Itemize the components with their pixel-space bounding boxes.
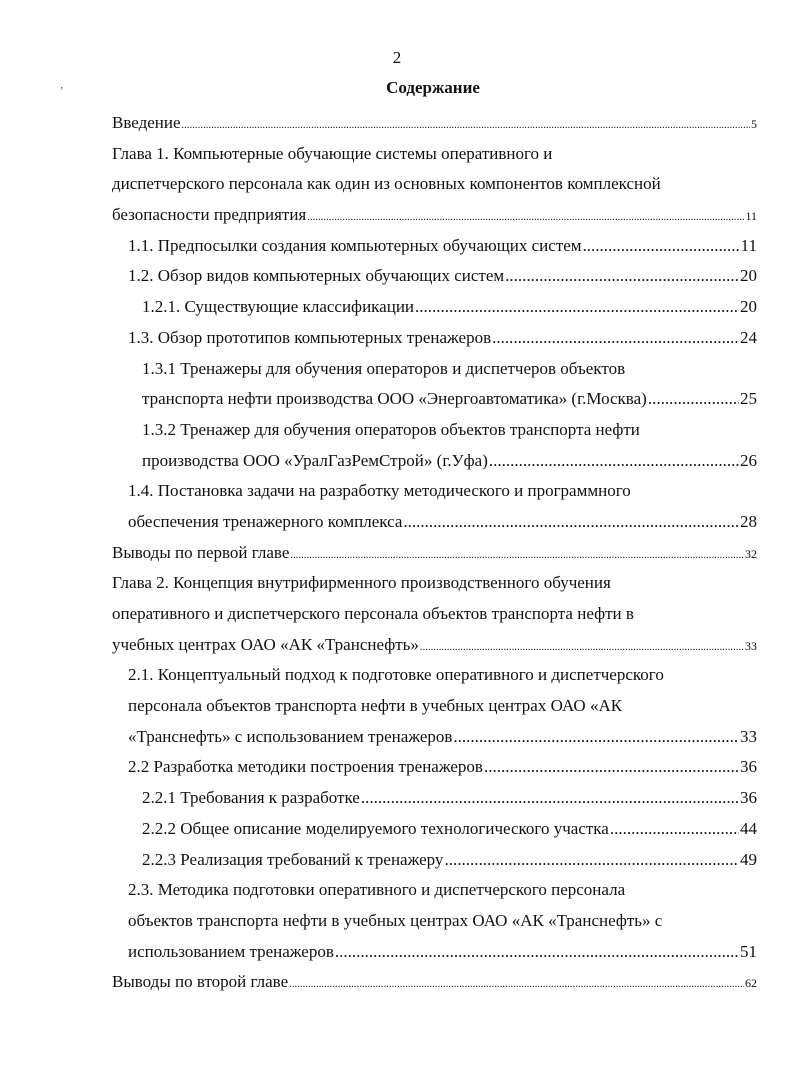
toc-entry [112,108,757,139]
toc-entry-text: использованием тренажеров [128,941,334,961]
toc-entry-text: оперативного и диспетчерского персонала объектов транспорта нефти в [112,604,634,623]
toc-entry-line [112,139,757,170]
toc-entry [112,231,757,262]
toc-entry-last-line [128,231,757,262]
toc-entry [112,568,757,660]
toc-entry-last-line [128,323,757,354]
toc-entry-text: «Транснефть» с использованием тренажеров [128,726,453,746]
toc-entry-last-line [142,384,757,415]
toc-page-number: 11 [745,209,757,224]
toc-entry-last-line [142,292,757,323]
toc-entry-last-line [112,538,757,569]
toc-entry-text: безопасности предприятия [112,205,307,225]
dot-leader [290,541,744,569]
toc-entry-last-line [112,967,757,998]
toc-entry-line [128,875,757,906]
toc-page-number: 5 [751,117,757,131]
toc-page-number: 11 [740,235,757,255]
dot-leader [489,446,739,477]
toc-entry-last-line [128,752,757,783]
toc-entry [112,814,757,845]
toc-entry-text: диспетчерского персонала как один из основных компонентов комплексной [112,174,661,194]
toc-entry-line [128,691,757,722]
toc-entry-text: 2.1. Концептуальный подход к подготовке оперативного и диспетчерского [128,665,664,685]
table-of-contents [112,108,757,998]
dot-leader [361,783,739,814]
toc-entry-last-line [128,261,757,292]
toc-entry-text: 1.2.1. Существующие классификации [142,297,415,317]
toc-entry-line [128,660,757,691]
toc-entry-last-line [112,200,757,231]
toc-entry-text: 2.2.3 Реализация требований к тренажеру [142,849,444,869]
toc-entry-last-line [142,783,757,814]
toc-entry [112,845,757,876]
toc-entry-last-line [128,507,757,538]
dot-leader [453,722,739,753]
toc-entry [112,292,757,323]
toc-entry [112,261,757,292]
toc-entry-text: 1.3. Обзор прототипов компьютерных тренажеров [128,327,492,347]
toc-entry [112,752,757,783]
toc-entry [112,476,757,537]
toc-entry-line [142,415,757,446]
dot-leader [484,752,739,783]
toc-entry-line [128,476,757,507]
toc-entry-last-line [112,630,757,661]
toc-entry-text: 1.4. Постановка задачи на разработку методического и программного [128,481,631,501]
toc-page-number: 26 [740,450,757,470]
dot-leader [505,261,739,292]
toc-page-number: 20 [740,297,757,317]
toc-page-number: 36 [740,788,757,808]
toc-page-number: 51 [740,941,757,961]
toc-entry [112,354,757,415]
toc-page-number: 33 [740,726,757,746]
toc-entry-line [128,906,757,937]
dot-leader [610,814,739,845]
toc-entry-text: 1.2. Обзор видов компьютерных обучающих систем [128,266,505,286]
dot-leader [182,111,750,139]
toc-entry [112,967,757,998]
toc-entry-line [112,568,757,599]
toc-entry-last-line [142,446,757,477]
toc-entry [112,875,757,967]
toc-entry-line [142,354,757,385]
toc-entry-line [112,169,757,200]
toc-entry-last-line [128,722,757,753]
toc-entry-text: персонала объектов транспорта нефти в учебных центрах ОАО «АК [128,696,623,716]
dot-leader [307,203,744,231]
toc-entry-text: 2.2.1 Требования к разработке [142,788,360,808]
toc-page-number: 24 [740,327,757,347]
dot-leader [420,633,744,661]
toc-entry-text: Выводы по первой главе [112,542,290,562]
toc-entry-text: Выводы по второй главе [112,972,289,992]
toc-entry-text: объектов транспорта нефти в учебных центрах ОАО «АК «Транснефть» с [128,910,663,930]
dot-leader [444,845,739,876]
page-number: 2 [392,48,402,67]
toc-page-number: 28 [740,511,757,531]
dot-leader [583,231,740,262]
toc-page-number: 49 [740,849,757,869]
toc-entry-last-line [142,845,757,876]
toc-entry-last-line [128,937,757,968]
toc-entry-text: транспорта нефти производства ООО «Энергоавтоматика» (г.Москва) [142,389,647,409]
toc-entry-text: производства ООО «УралГазРемСтрой» (г.Уфа) [142,450,488,470]
scan-speck: ‚ [60,80,64,91]
toc-entry-text: 1.3.2 Тренажер для обучения операторов объектов транспорта нефти [142,419,640,439]
toc-page-number: 25 [740,389,757,409]
toc-entry-text: 1.1. Предпосылки создания компьютерных обучающих систем [128,235,582,255]
toc-entry [112,323,757,354]
dot-leader [648,384,739,415]
toc-entry-text: Глава 2. Концепция внутрифирменного производственного обучения [112,573,611,593]
toc-entry-text: 2.2 Разработка методики построения тренажеров [128,757,483,777]
toc-page-number: 20 [740,266,757,286]
dot-leader [335,937,739,968]
toc-page-number: 62 [745,976,757,991]
toc-entry-text: Введение [112,113,181,132]
toc-title: Содержание [386,78,480,97]
toc-page-number: 44 [740,818,757,838]
toc-entry [112,415,757,476]
toc-entry-text: 1.3.1 Тренажеры для обучения операторов и диспетчеров объектов [142,358,626,378]
toc-entry [112,660,757,752]
toc-page-number: 36 [740,757,757,777]
dot-leader [289,970,744,998]
toc-entry [112,538,757,569]
toc-entry-last-line [142,814,757,845]
dot-leader [492,323,739,354]
dot-leader [415,292,739,323]
toc-entry-text: учебных центрах ОАО «АК «Транснефть» [112,634,419,654]
toc-entry-text: 2.3. Методика подготовки оперативного и диспетчерского персонала [128,880,626,900]
toc-page-number: 32 [745,546,757,561]
toc-entry [112,139,757,231]
toc-entry-text: Глава 1. Компьютерные обучающие системы оперативного и [112,143,553,163]
toc-entry-line [112,599,757,630]
toc-entry-text: обеспечения тренажерного комплекса [128,511,403,531]
toc-entry [112,783,757,814]
toc-entry-text: 2.2.2 Общее описание моделируемого технологического участка [142,818,609,838]
toc-page-number: 33 [745,638,757,653]
toc-entry-last-line [112,108,757,139]
dot-leader [403,507,739,538]
